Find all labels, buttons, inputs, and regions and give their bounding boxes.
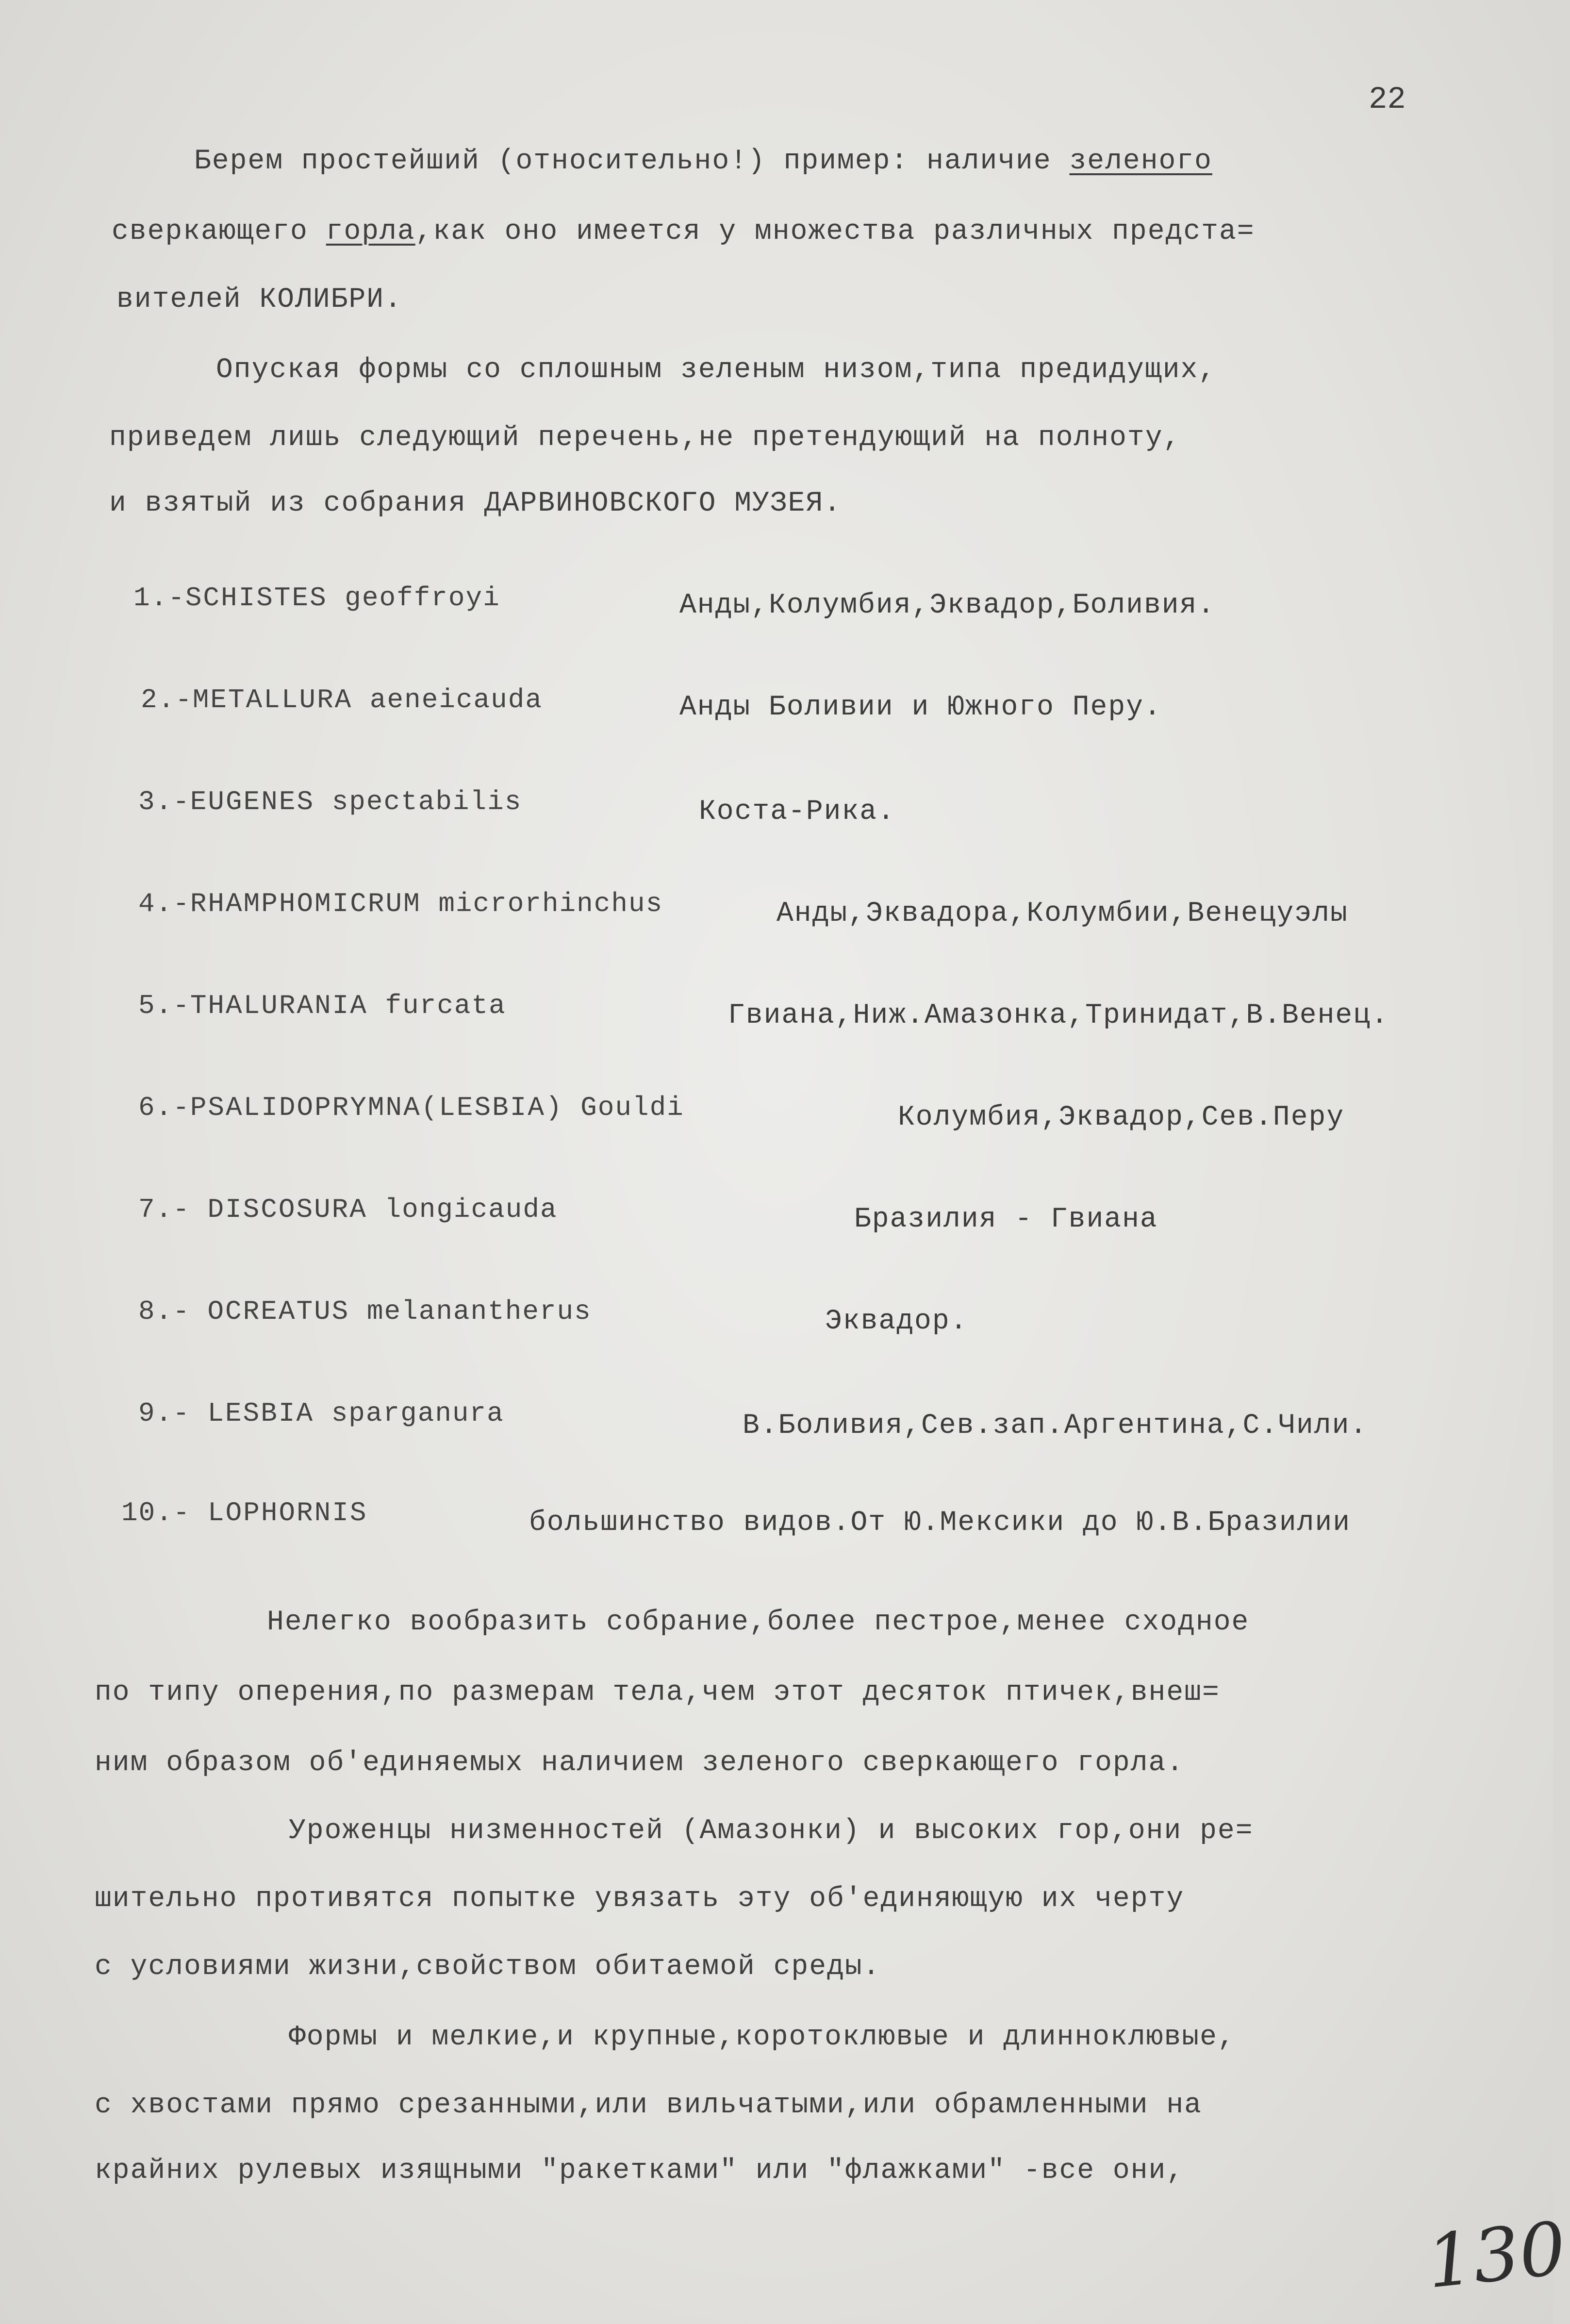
species-item-4-species: microrhinchus (438, 888, 663, 919)
species-item-9-region: В.Боливия,Сев.зап.Аргентина,С.Чили. (743, 1410, 1368, 1442)
species-item-5-region: Гвиана,Ниж.Амазонка,Тринидат,В.Венец. (728, 1000, 1389, 1031)
species-item-8-genus: OCREATUS (207, 1296, 350, 1327)
species-item-6-genus: PSALIDOPRYMNA(LESBIA) (190, 1092, 563, 1123)
intro-line-1 (194, 146, 1212, 177)
species-item-8-species: melanantherus (366, 1296, 592, 1327)
paragraph-5-line-3: крайних рулевых изящными "ракетками" или "флажками" -все они, (95, 2155, 1185, 2187)
species-item-1-genus: SCHISTES (185, 582, 328, 614)
species-item-2-genus: METALLURA (192, 684, 353, 715)
underlined-word-green: зеленого (1069, 146, 1212, 177)
species-item-9-number: 9.- (138, 1398, 190, 1429)
species-item-2-region: Анды Боливии и Южного Перу. (679, 692, 1162, 723)
paragraph-3-line-2: по типу оперения,по размерам тела,чем этот десяток птичек,внеш= (95, 1677, 1220, 1709)
species-item-2-name (141, 684, 543, 715)
species-item-1-number: 1.- (133, 582, 185, 614)
species-item-5-species: furcata (385, 990, 506, 1021)
species-item-5-number: 5.- (138, 990, 190, 1021)
page-number: 22 (1369, 83, 1406, 117)
species-item-6-species: Gouldi (580, 1092, 684, 1123)
species-item-9-species: sparganura (331, 1398, 504, 1429)
species-item-10-number: 10.- (121, 1497, 191, 1528)
species-item-5-name (138, 990, 506, 1021)
species-item-7-name (138, 1194, 558, 1225)
species-item-7-species: longicauda (384, 1194, 558, 1225)
paragraph-3-line-1: Нелегко вообразить собрание,более пестрое,менее сходное (267, 1607, 1250, 1638)
species-item-10-region: большинство видов.От Ю.Мексики до Ю.В.Бразилии (529, 1507, 1351, 1539)
species-item-8-region: Эквадор. (825, 1306, 968, 1337)
species-item-1-species: geoffroyi (345, 582, 500, 614)
species-item-1-region: Анды,Колумбия,Эквадор,Боливия. (679, 590, 1216, 621)
species-item-2-species: aeneicauda (369, 684, 543, 715)
species-item-3-species: spectabilis (331, 786, 522, 817)
paragraph-4-line-1: Уроженцы низменностей (Амазонки) и высоких гор,они ре= (289, 1815, 1254, 1847)
species-item-8-number: 8.- (138, 1296, 190, 1327)
species-item-6-number: 6.- (138, 1092, 190, 1123)
species-item-3-region: Коста-Рика. (699, 796, 895, 828)
species-item-4-number: 4.- (138, 888, 190, 919)
paragraph-5-line-2: с хвостами прямо срезанными,или вильчатыми,или обрамленными на (95, 2090, 1202, 2121)
species-item-4-region: Анды,Эквадора,Колумбии,Венецуэлы (777, 898, 1348, 930)
paragraph-3-line-3: ним образом об'единяемых наличием зеленого сверкающего горла. (95, 1747, 1185, 1779)
intro-line-2-start: сверкающего (112, 216, 326, 248)
paragraph-4-line-2: шительно противятся попытке увязать эту об'единяющую их черту (95, 1883, 1185, 1915)
intro-line-1-text: Берем простейший (относительно!) пример: наличие (194, 146, 1070, 177)
paragraph-2-line-3: и взятый из собрания ДАРВИНОВСКОГО МУЗЕЯ. (109, 488, 842, 519)
underlined-word-throat: горла (326, 216, 415, 248)
species-item-7-genus: DISCOSURA (207, 1194, 367, 1225)
paragraph-2-line-1: Опуская формы со сплошным зеленым низом,типа предидущих, (216, 354, 1217, 386)
intro-line-2 (112, 216, 1255, 248)
species-item-7-region: Бразилия - Гвиана (854, 1204, 1158, 1235)
species-item-2-number: 2.- (141, 684, 193, 715)
species-item-7-number: 7.- (138, 1194, 190, 1225)
species-item-9-genus: LESBIA (207, 1398, 314, 1429)
intro-line-2-end: ,как оно имеется у множества различных предста= (415, 216, 1255, 248)
paragraph-5-line-1: Формы и мелкие,и крупные,коротоклювые и длинноклювые, (289, 2022, 1236, 2053)
species-item-6-name (138, 1092, 684, 1123)
species-item-3-name (138, 786, 522, 817)
species-item-10-name (121, 1497, 367, 1528)
intro-line-3: вителей КОЛИБРИ. (116, 284, 402, 315)
species-item-8-name (138, 1296, 592, 1327)
species-item-6-region: Колумбия,Эквадор,Сев.Перу (898, 1102, 1345, 1133)
paragraph-4-line-3: с условиями жизни,свойством обитаемой среды. (95, 1951, 881, 1983)
species-item-4-genus: RHAMPHOMICRUM (190, 888, 421, 919)
paragraph-2-line-2: приведем лишь следующий перечень,не претендующий на полноту, (109, 422, 1181, 454)
species-item-4-name (138, 888, 663, 919)
species-item-9-name (138, 1398, 504, 1429)
species-item-1-name (133, 582, 500, 614)
species-item-3-genus: EUGENES (190, 786, 315, 817)
species-item-5-genus: THALURANIA (190, 990, 368, 1021)
species-item-3-number: 3.- (138, 786, 190, 817)
species-item-10-genus: LOPHORNIS (208, 1497, 368, 1528)
handwritten-archive-number: 130 (1422, 2206, 1570, 2305)
